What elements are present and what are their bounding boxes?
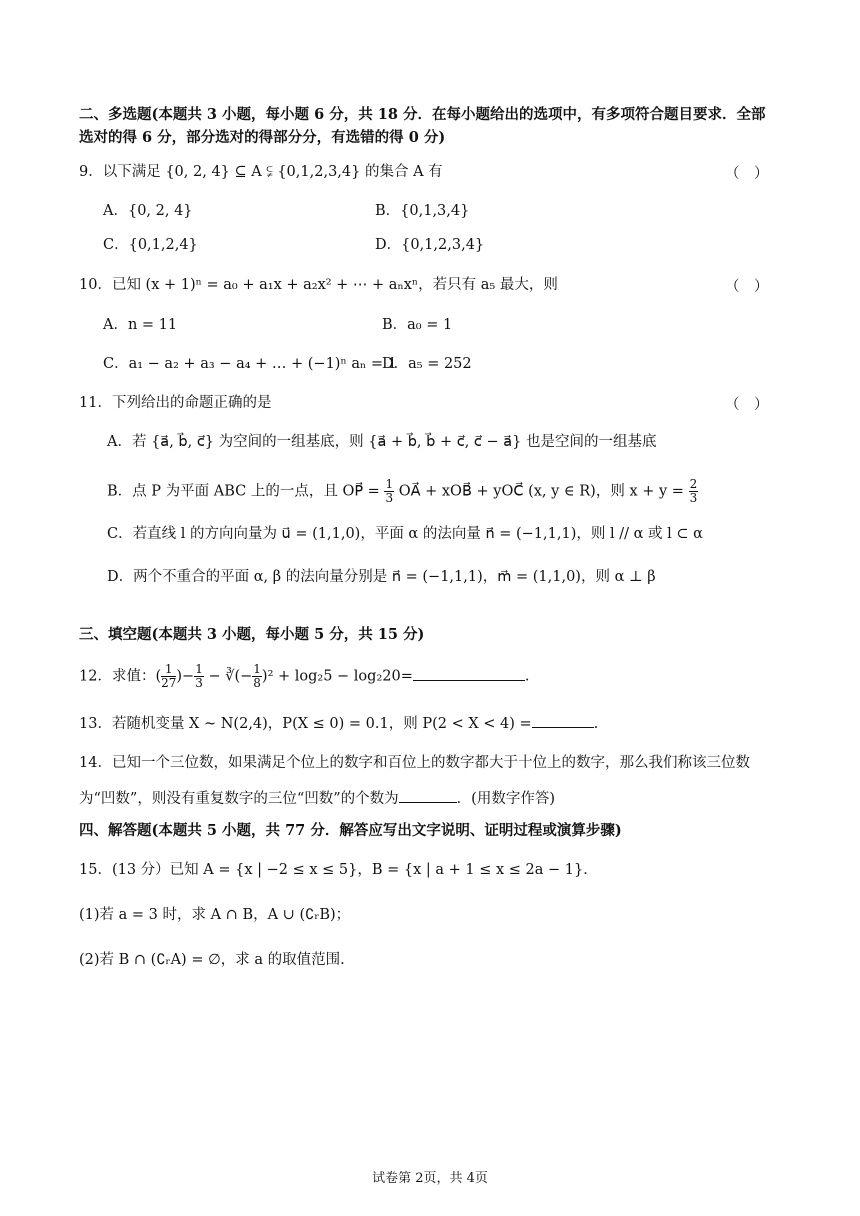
q11-option-b-fraction-2 (689, 478, 699, 505)
q12-fraction-1-num: 1 (161, 663, 176, 677)
q12-end: . (524, 668, 530, 685)
q12-fraction-3 (252, 663, 262, 690)
q12-mid2: − ∛(− (208, 668, 253, 685)
q13-answer-blank[interactable] (532, 713, 594, 728)
q12-suffix: )² + log₂5 − log₂20= (261, 668, 413, 685)
q15-stem: 15．(13 分）已知 A = {x | −2 ≤ x ≤ 5}，B = {x | a + 1 ≤ x ≤ 2a − 1}． (79, 862, 598, 878)
q11-option-b (107, 478, 698, 505)
section-2-header-line2: 选对的得 6 分，部分选对的得部分分，有选错的得 0 分) (79, 129, 446, 146)
q12-line (79, 663, 529, 690)
q12-fraction-3-num: 1 (253, 662, 261, 676)
q11-option-b-fraction-2-den: 3 (689, 491, 698, 505)
q10-answer-paren: （ ） (725, 279, 769, 295)
page-footer: 试卷第 2页，共 4页 (372, 1171, 488, 1186)
q12-prefix: 12．求值：( (79, 668, 162, 685)
q12-fraction-3-den: 8 (253, 676, 261, 690)
q9-option-a: A．{0, 2, 4} (103, 203, 193, 219)
q13-end: . (593, 716, 599, 732)
q11-option-b-fraction-1 (384, 478, 394, 505)
q9-option-c: C．{0,1,2,4} (103, 237, 198, 253)
q15-part-1: (1)若 a = 3 时，求 A ∩ B，A ∪ (∁ᵣB)； (79, 907, 351, 923)
q14-answer-blank[interactable] (399, 788, 457, 803)
q11-option-c: C．若直线 l 的方向向量为 u⃗ = (1,1,0)，平面 α 的法向量 n⃗ = (−1,1,1)，则 l // α 或 l ⊂ α (107, 526, 703, 542)
q13-text: 13．若随机变量 X ~ N(2,4)，P(X ≤ 0) = 0.1，则 P(2 < X < 4) = (79, 716, 532, 732)
q11-option-b-mid: OA⃗ + xOB⃗ + yOC⃗ (x, y ∈ R)，则 x + y = (398, 483, 684, 500)
q11-option-d: D．两个不重合的平面 α, β 的法向量分别是 n⃗ = (−1,1,1)，m⃗ = (1,1,0)，则 α ⊥ β (107, 569, 656, 585)
q12-fraction-2-den: 3 (195, 676, 203, 690)
q11-option-b-fraction-2-num: 2 (689, 477, 698, 491)
q11-option-b-fraction-1-den: 3 (385, 491, 394, 505)
q14-line2-pre: 为“凹数”，则没有重复数字的三位“凹数”的个数为 (79, 791, 399, 807)
q11-answer-paren: （ ） (725, 397, 769, 413)
q11-stem: 11．下列给出的命题正确的是 (79, 395, 272, 411)
q11-option-b-pre: B．点 P 为平面 ABC 上的一点，且 OP⃗ = (107, 483, 380, 500)
q15-part-2: (2)若 B ∩ (∁ᵣA) = ∅，求 a 的取值范围. (79, 952, 345, 968)
q14-line2-post: ．(用数字作答) (456, 791, 555, 807)
q12-fraction-1 (161, 663, 176, 690)
q12-fraction-1-den: 27 (161, 676, 177, 690)
q9-option-d: D．{0,1,2,3,4} (375, 237, 485, 253)
q14-line2 (79, 788, 555, 809)
section-4-header: 四、解答题(本题共 5 小题，共 77 分．解答应写出文字说明、证明过程或演算步骤) (79, 822, 622, 839)
q9-option-b: B．{0,1,3,4} (375, 203, 470, 219)
q14-line1: 14．已知一个三位数，如果满足个位上的数字和百位上的数字都大于十位上的数字，那么我们称该三位数 (79, 755, 750, 771)
q12-fraction-2 (194, 663, 204, 690)
q10-option-d: D．a₅ = 252 (382, 356, 472, 372)
q10-stem: 10．已知 (x + 1)ⁿ = a₀ + a₁x + a₂x² + ⋯ + aₙxⁿ，若只有 a₅ 最大，则 (79, 277, 558, 293)
q9-stem: 9．以下满足 {0, 2, 4} ⊆ A ⫋ {0,1,2,3,4} 的集合 A 有 (79, 164, 443, 180)
section-2-header-line1: 二、多选题(本题共 3 小题，每小题 6 分，共 18 分．在每小题给出的选项中，有多项符合题目要求．全部 (79, 106, 766, 123)
q10-option-b: B．a₀ = 1 (382, 317, 453, 333)
q11-option-b-fraction-1-num: 1 (385, 477, 394, 491)
q9-answer-paren: （ ） (725, 166, 769, 182)
q10-option-c: C．a₁ − a₂ + a₃ − a₄ + … + (−1)ⁿ aₙ = 1 (103, 356, 397, 372)
q12-fraction-2-num: 1 (195, 662, 203, 676)
q12-answer-blank[interactable] (413, 666, 525, 681)
q11-option-a: A．若 {a⃗, b⃗, c⃗} 为空间的一组基底，则 {a⃗ + b⃗, b⃗ + c⃗, c⃗ − a⃗} 也是空间的一组基底 (107, 434, 657, 450)
q12-mid1: )− (176, 668, 195, 685)
q10-option-a: A．n = 11 (103, 317, 178, 333)
section-3-header: 三、填空题(本题共 3 小题，每小题 5 分，共 15 分) (79, 626, 425, 643)
q13-line (79, 713, 598, 734)
